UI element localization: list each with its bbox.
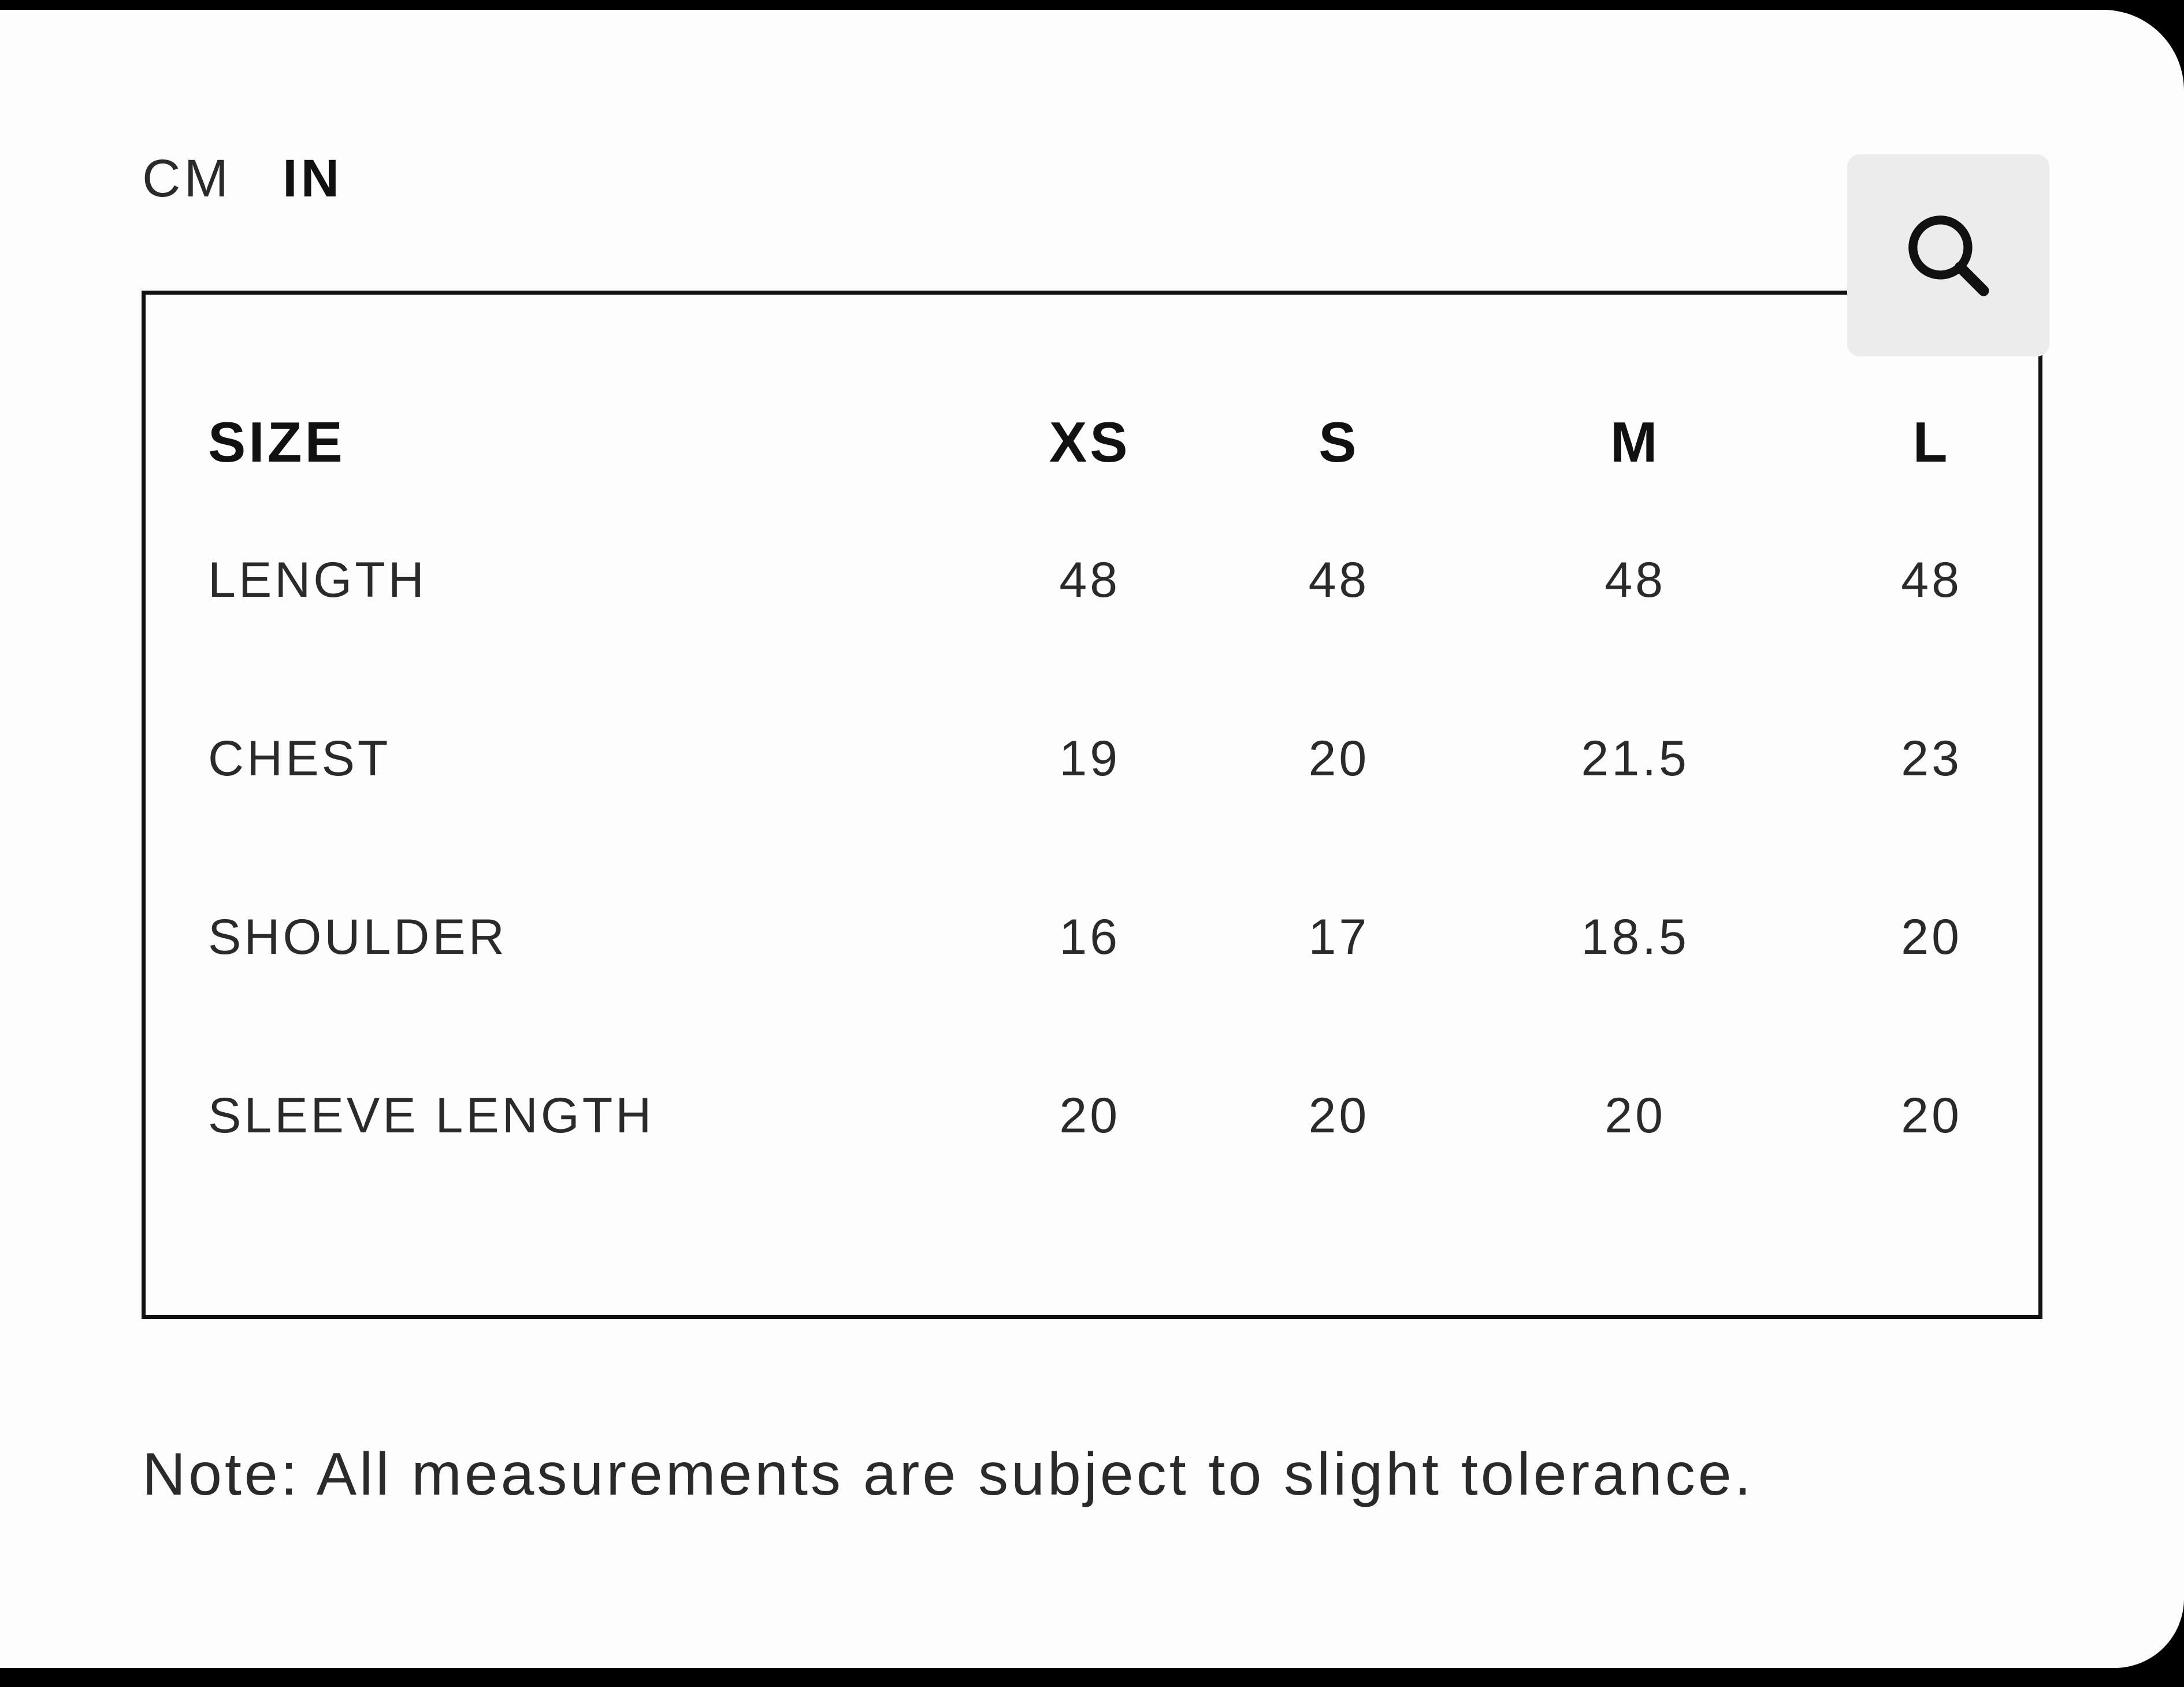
table-cell: 18.5 <box>1581 909 1689 965</box>
table-cell: 20 <box>1901 1088 1962 1143</box>
table-cell: 20 <box>1604 1088 1666 1143</box>
table-row <box>146 848 2038 1027</box>
table-cell: 19 <box>1059 731 1121 786</box>
table-row <box>146 670 2038 848</box>
table-cell: 48 <box>1604 552 1666 608</box>
row-label: CHEST <box>208 731 391 786</box>
unit-option-in[interactable]: IN <box>283 149 343 208</box>
table-cell: 20 <box>1308 731 1370 786</box>
table-row <box>146 491 2038 670</box>
tolerance-note: Note: All measurements are subject to slight tolerance. <box>142 1441 1754 1508</box>
size-column-header: M <box>1610 410 1661 474</box>
table-cell: 20 <box>1308 1088 1370 1143</box>
table-row <box>146 1027 2038 1205</box>
row-label: SHOULDER <box>208 909 507 965</box>
size-header: SIZE <box>208 410 346 474</box>
table-cell: 23 <box>1901 731 1962 786</box>
table-cell: 48 <box>1308 552 1370 608</box>
table-cell: 21.5 <box>1581 731 1689 786</box>
table-header-row <box>146 393 2038 491</box>
size-table <box>146 295 2038 1205</box>
size-column-header: L <box>1912 410 1951 474</box>
unit-toggle <box>142 148 343 209</box>
table-cell: 20 <box>1901 909 1962 965</box>
zoom-button[interactable] <box>1847 154 2049 356</box>
size-column-header: S <box>1318 410 1360 474</box>
unit-option-cm[interactable]: CM <box>142 149 232 208</box>
table-cell: 17 <box>1308 909 1370 965</box>
size-table-frame <box>142 291 2042 1319</box>
row-label: LENGTH <box>208 552 427 608</box>
search-icon <box>1899 206 1997 304</box>
table-cell: 20 <box>1059 1088 1121 1143</box>
table-cell: 48 <box>1059 552 1121 608</box>
row-label: SLEEVE LENGTH <box>208 1088 655 1143</box>
size-column-header: XS <box>1049 410 1131 474</box>
table-cell: 48 <box>1901 552 1962 608</box>
size-chart-card <box>0 10 2184 1668</box>
table-cell: 16 <box>1059 909 1121 965</box>
